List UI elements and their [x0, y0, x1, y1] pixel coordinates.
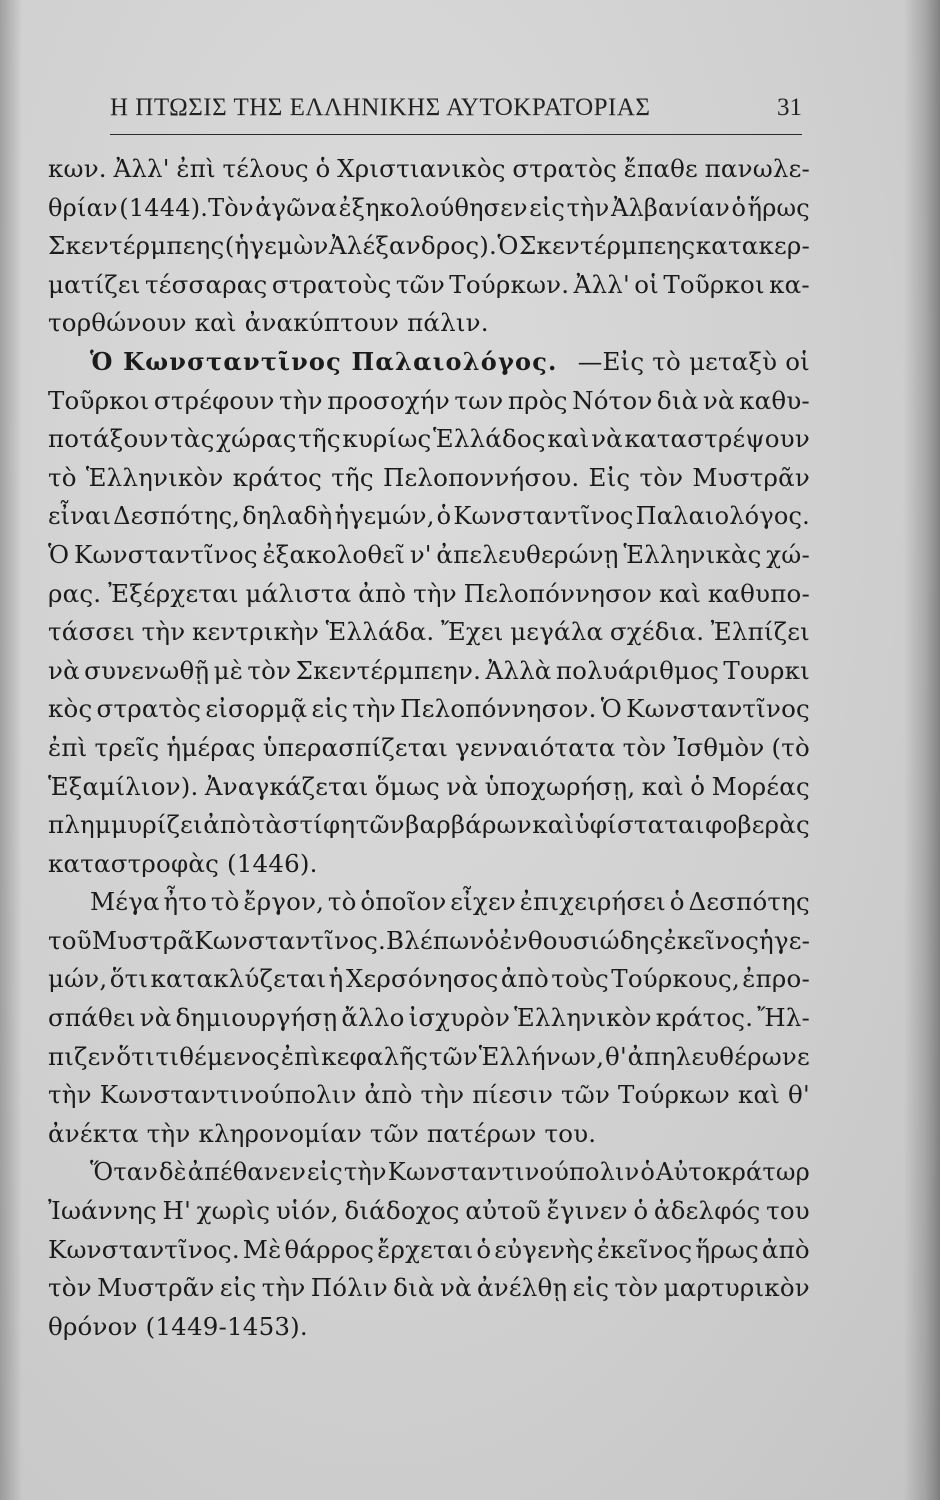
word: Πόλιν — [310, 1273, 388, 1303]
word: τὸ — [210, 887, 240, 917]
word: τὸν — [48, 1273, 92, 1303]
word: ἡμέρας — [166, 732, 256, 762]
word: Εἰς — [588, 462, 631, 492]
word: στρέφουν — [153, 385, 275, 415]
text-line — [48, 1076, 810, 1115]
section-heading: Ὁ Κωνσταντῖνος Παλαιολόγος. — [90, 346, 558, 376]
word: ἐπὶ — [48, 732, 88, 762]
word: ὅτι — [109, 964, 149, 994]
word: ὁ — [669, 887, 685, 917]
text-line — [48, 613, 810, 652]
word: ἔργον, — [243, 887, 325, 917]
word: Τουρκι — [723, 655, 810, 685]
word: τὸν — [622, 732, 667, 762]
word: του — [766, 1196, 810, 1226]
word: καὶ — [532, 810, 575, 840]
text-line — [48, 266, 810, 305]
word: Ὅταν — [90, 1158, 159, 1187]
text-line — [48, 960, 810, 999]
word: Αὐτοκράτωρ — [656, 1158, 810, 1187]
text-line — [48, 768, 810, 807]
word: καὶ — [658, 578, 702, 608]
word: κυρίως — [342, 424, 432, 454]
page-number: 31 — [777, 94, 802, 121]
word: Η' — [162, 1196, 192, 1226]
word: ἐπιχειρήσει — [519, 887, 666, 917]
word: τὴν — [141, 617, 186, 647]
word: ἡγε- — [759, 925, 811, 955]
word: Σκεντέρμπεης — [518, 231, 696, 261]
text-line — [48, 806, 810, 845]
word: τὴν — [352, 694, 397, 724]
word: καθυπο- — [707, 578, 810, 608]
word: Κωνσταντινούπολιν — [99, 1080, 357, 1110]
word: Ἔχει — [440, 617, 504, 647]
word: Παλαιολόγος. — [635, 502, 810, 531]
word: τῶν — [355, 810, 405, 840]
word: προσοχήν — [327, 385, 450, 415]
word: νὰ — [439, 1273, 472, 1303]
word: διὰ — [393, 1273, 435, 1303]
word: τὸν — [614, 1273, 659, 1303]
text-line — [48, 227, 810, 266]
word: Μορέας — [711, 771, 810, 801]
paragraph-first-line — [48, 883, 810, 922]
word: Ἀλλ' — [113, 154, 170, 183]
word: ἀδελφός — [653, 1196, 761, 1226]
word: ἥρως — [695, 1234, 759, 1264]
word: ἐπρο- — [742, 964, 810, 994]
word: μὲ — [213, 655, 244, 685]
word: Κωνσταντῖνος — [453, 502, 634, 531]
text-line — [48, 922, 810, 961]
word: κεφαλῆς — [321, 1041, 429, 1071]
paragraph-first-line — [48, 1153, 810, 1192]
word: κράτος. — [655, 1003, 754, 1033]
word: καὶ — [737, 1080, 781, 1110]
word: νὰ — [446, 771, 479, 801]
word: βαρβάρων — [405, 810, 532, 840]
running-title: Η ΠΤΩΣΙΣ ΤΗΣ ΕΛΛΗΝΙΚΗΣ ΑΥΤΟΚΡΑΤΟΡΙΑΣ — [110, 94, 651, 121]
word: Τούρκων — [618, 1080, 730, 1110]
word: εἰσορμᾷ — [205, 694, 308, 724]
word: ἡγεμών, — [334, 502, 435, 531]
word: ὁ — [436, 502, 452, 531]
word: τὸν — [247, 655, 292, 685]
word: νὰ — [591, 424, 623, 454]
text-line — [48, 575, 810, 614]
word: Ὁ — [48, 539, 70, 569]
word: τῶν — [395, 269, 445, 299]
binding-shadow — [904, 0, 940, 1500]
word: κατακλύζεται — [150, 964, 327, 994]
word: πρὸς — [507, 385, 568, 415]
word: Ἰωάννης — [48, 1196, 157, 1226]
word: θ' — [788, 1080, 810, 1110]
word: νὰ — [702, 385, 735, 415]
word: μών, — [48, 964, 108, 994]
word: καθυ- — [739, 385, 810, 415]
word: θρίαν — [48, 193, 118, 222]
text-line — [48, 150, 810, 189]
section-heading-line — [48, 343, 810, 382]
text-line — [48, 652, 810, 691]
word: Κωνσταντῖνος — [73, 539, 258, 569]
word: ὁ — [731, 193, 747, 222]
word: κατακερ- — [695, 231, 810, 261]
word: αὐτοῦ — [465, 1196, 541, 1226]
text-line — [48, 459, 810, 498]
word: χώρας — [216, 424, 297, 454]
word: Πελοπόννησον — [463, 578, 653, 608]
word: τὸ — [327, 887, 357, 917]
text-line — [48, 999, 810, 1038]
word: Πελοποννήσου. — [382, 462, 580, 492]
text-line — [48, 497, 810, 536]
word: Ἑλληνικὸν — [514, 1003, 652, 1033]
word: Κωνσταντῖνος. — [194, 925, 387, 955]
word: ποτάξουν — [48, 424, 169, 454]
word: εἰς — [572, 1273, 610, 1303]
word: τὴν — [343, 1158, 387, 1187]
word: δὲ — [159, 1158, 187, 1187]
word: δημιουργήσῃ — [175, 1003, 338, 1033]
word: τὸ — [48, 462, 77, 492]
word: ματίζει — [48, 269, 141, 299]
word: τοὺς — [551, 964, 609, 994]
text-line — [48, 1231, 810, 1270]
text-line — [48, 1192, 810, 1231]
word: τοῦ — [48, 925, 92, 955]
word: Ὁ — [600, 694, 622, 724]
word: κα- — [769, 269, 810, 299]
word: καὶ — [547, 424, 590, 454]
word: χωρὶς — [196, 1196, 271, 1226]
word: σπάθει — [48, 1003, 136, 1033]
word: ἀνέλθῃ — [477, 1273, 568, 1303]
word: Μέγα — [90, 887, 160, 917]
word: Σκεντέρμπεην. — [295, 655, 482, 685]
word: εἶναι — [48, 502, 112, 531]
running-header — [110, 94, 802, 135]
word: πιζεν — [48, 1041, 116, 1071]
word: μεγάλα — [510, 617, 604, 647]
word: Τούρκων. — [449, 269, 570, 299]
word: τιθέμενος — [155, 1041, 281, 1071]
word: τὰς — [170, 424, 215, 454]
word: ἔρχεται — [377, 1234, 474, 1264]
word: τὴν — [413, 578, 457, 608]
word: ἀπελευθερώνῃ — [436, 539, 619, 569]
word: καὶ — [641, 771, 684, 801]
word: τὴν — [261, 1273, 306, 1303]
word: ἀπὸ — [203, 810, 252, 840]
word: νὰ — [139, 1003, 172, 1033]
word: ἦτο — [163, 887, 208, 917]
word: ἀπὸ — [364, 1080, 413, 1110]
text-line: καταστροφὰς (1446). — [48, 848, 318, 878]
word: Ἤλ- — [757, 1003, 810, 1033]
word: ὑποχωρήσῃ, — [484, 771, 636, 801]
word: τῆς — [331, 462, 374, 492]
word: Ἀλέξανδρος). — [328, 231, 498, 261]
text-line — [48, 420, 810, 459]
word: εἰς — [529, 193, 566, 222]
word: πλημμυρίζει — [48, 810, 203, 840]
word: ρας. — [48, 578, 102, 608]
word: κὸς — [48, 694, 93, 724]
text-line: τορθώνουν καὶ ἀνακύπτουν πάλιν. — [48, 308, 489, 338]
word: ὁ — [484, 925, 500, 955]
word: Ἀναγκάζεται — [204, 771, 369, 801]
text-line — [48, 189, 810, 228]
text-line: ἀνέκτα τὴν κληρονομίαν τῶν πατέρων του. — [48, 1118, 597, 1148]
word: τὴν — [566, 193, 610, 222]
word: κεντρικὴν — [191, 617, 320, 647]
word: ἀπὸ — [358, 578, 407, 608]
word: εὐγενὴς — [494, 1234, 594, 1264]
section-run-in-text: —Εἰς τὸ μεταξὺ οἱ — [577, 346, 810, 376]
word: οἱ — [634, 269, 659, 299]
word: Χερσόνησος — [345, 964, 499, 994]
word: τὴν — [420, 1080, 465, 1110]
word: εἰς — [307, 1158, 343, 1187]
word: στίφη — [282, 810, 356, 840]
word: ἀπηλευθέρωνε — [627, 1041, 810, 1071]
word: (ἡγεμὼν — [224, 231, 329, 261]
word: πολυάριθμος — [555, 655, 720, 685]
word: ἥρως — [747, 193, 810, 222]
text-line — [48, 536, 810, 575]
word: συνενωθῇ — [84, 655, 210, 685]
word: ἀπὸ — [500, 964, 549, 994]
word: κων. — [48, 154, 107, 183]
word: Τούρκους, — [611, 964, 740, 994]
word: ὑπερασπίζεται — [262, 732, 449, 762]
word: ἀπὸ — [761, 1234, 810, 1264]
word: ὑφίσταται — [574, 810, 705, 840]
word: τὴν — [279, 385, 323, 415]
word: Σκεντέρμπεης — [48, 231, 225, 261]
text-line — [48, 690, 810, 729]
word: Ἑλλάδα. — [325, 617, 435, 647]
word: τρεῖς — [94, 732, 160, 762]
word: ἐνθουσιώδης — [499, 925, 664, 955]
word: Ἑξαμίλιον). — [48, 771, 199, 801]
word: Μὲ — [242, 1234, 282, 1264]
word: (1444).Τὸν — [119, 193, 254, 222]
word: Ἑλλάδος — [433, 424, 546, 454]
word: νὰ — [48, 655, 80, 685]
word: (τὸ — [771, 732, 810, 762]
word: ἐπὶ — [176, 154, 216, 183]
word: Ἐξέρχεται — [108, 578, 239, 608]
text-line: θρόνον (1449-1453). — [48, 1311, 308, 1341]
word: θάρρος — [284, 1234, 375, 1264]
word: υἱόν, — [275, 1196, 339, 1226]
word: ἐξακολοθεῖ — [262, 539, 406, 569]
word: τῶν — [428, 1041, 478, 1071]
word: ἐπὶ — [280, 1041, 321, 1071]
word: ἀπέθανεν — [187, 1158, 307, 1187]
word: στρατὸς — [96, 694, 202, 724]
page-edge-shadow — [0, 0, 22, 1500]
word: ἐξηκολούθησεν — [338, 193, 528, 222]
word: τέλους — [222, 154, 309, 183]
word: Μυστρᾶν — [692, 462, 810, 492]
word: Χριστιανικὸς — [337, 154, 506, 183]
word: Ἰσθμὸν — [673, 732, 765, 762]
word: ὁποῖον — [360, 887, 447, 917]
word: ὁ — [633, 1196, 649, 1226]
word: ὁ — [640, 1158, 656, 1187]
text-line — [48, 729, 810, 768]
word: ὅμως — [374, 771, 440, 801]
word: ἐκεῖνος — [596, 1234, 693, 1264]
word: ἄλλο — [341, 1003, 405, 1033]
word: Μυστρᾶ — [91, 925, 195, 955]
word: Κωνσταντῖνος. — [48, 1234, 240, 1264]
word: τῶν — [561, 1080, 611, 1110]
word: Ἀλλ' — [573, 269, 630, 299]
text-line — [48, 1269, 810, 1308]
word: Τοῦρκοι — [663, 269, 765, 299]
text-line — [48, 1038, 810, 1077]
word: ὁ — [476, 1234, 492, 1264]
word: γενναιότατα — [455, 732, 616, 762]
word: Βλέπων — [386, 925, 485, 955]
word: εἶχεν — [450, 887, 516, 917]
word: ὅτι — [116, 1041, 155, 1071]
word: μάλιστα — [245, 578, 352, 608]
word: ν' — [409, 539, 432, 569]
word: διάδοχος — [344, 1196, 460, 1226]
word: ἡ — [328, 964, 344, 994]
word: τάσσει — [48, 617, 136, 647]
word: Ἐλπίζει — [710, 617, 810, 647]
word: τὴν — [48, 1080, 92, 1110]
word: Πελοπόννησον. — [400, 694, 597, 724]
word: πίεσιν — [472, 1080, 554, 1110]
text-line — [48, 382, 810, 421]
word: ἔγινεν — [546, 1196, 628, 1226]
word: Ἑλληνικὸν — [85, 462, 224, 492]
word: σχέδια. — [609, 617, 705, 647]
word: Ἀλλὰ — [485, 655, 552, 685]
word: διὰ — [656, 385, 699, 415]
word: στρατοὺς — [271, 269, 392, 299]
word: Νότον — [572, 385, 653, 415]
word: Κωνσταντινούπολιν — [387, 1158, 640, 1187]
word: τῆς — [298, 424, 341, 454]
word: ἰσχυρὸν — [408, 1003, 511, 1033]
word: Τοῦρκοι — [48, 385, 150, 415]
word: των — [454, 385, 504, 415]
body-text — [48, 150, 810, 1346]
word: Ἑλλήνων, — [478, 1041, 605, 1071]
word: τέσσαρας — [144, 269, 268, 299]
word: Μυστρᾶν — [97, 1273, 215, 1303]
word: τὰ — [251, 810, 283, 840]
word: Ἀλβανίαν — [610, 193, 730, 222]
word: χώ- — [766, 539, 810, 569]
word: θ' — [605, 1041, 627, 1071]
word: ἐκεῖνος — [663, 925, 760, 955]
word: Δεσπότης — [688, 887, 810, 917]
word: ἔπαθε — [623, 154, 698, 183]
word: πανωλε- — [704, 154, 810, 183]
word: Ὁ — [497, 231, 519, 261]
word: Ἑλληνικὰς — [623, 539, 762, 569]
word: εἰς — [219, 1273, 257, 1303]
word: κράτος — [232, 462, 323, 492]
word: δηλαδὴ — [242, 502, 333, 531]
word: εἰς — [311, 694, 349, 724]
word: Κωνσταντῖνος — [626, 694, 810, 724]
word: Δεσπότης, — [113, 502, 241, 531]
word: ἀγῶνα — [255, 193, 338, 222]
word: ὁ — [315, 154, 331, 183]
word: φοβερὰς — [705, 810, 810, 840]
word: μαρτυρικὸν — [663, 1273, 810, 1303]
word: τὸν — [639, 462, 684, 492]
word: ὁ — [690, 771, 706, 801]
word: καταστρέψουν — [624, 424, 810, 454]
word: στρατὸς — [512, 154, 618, 183]
